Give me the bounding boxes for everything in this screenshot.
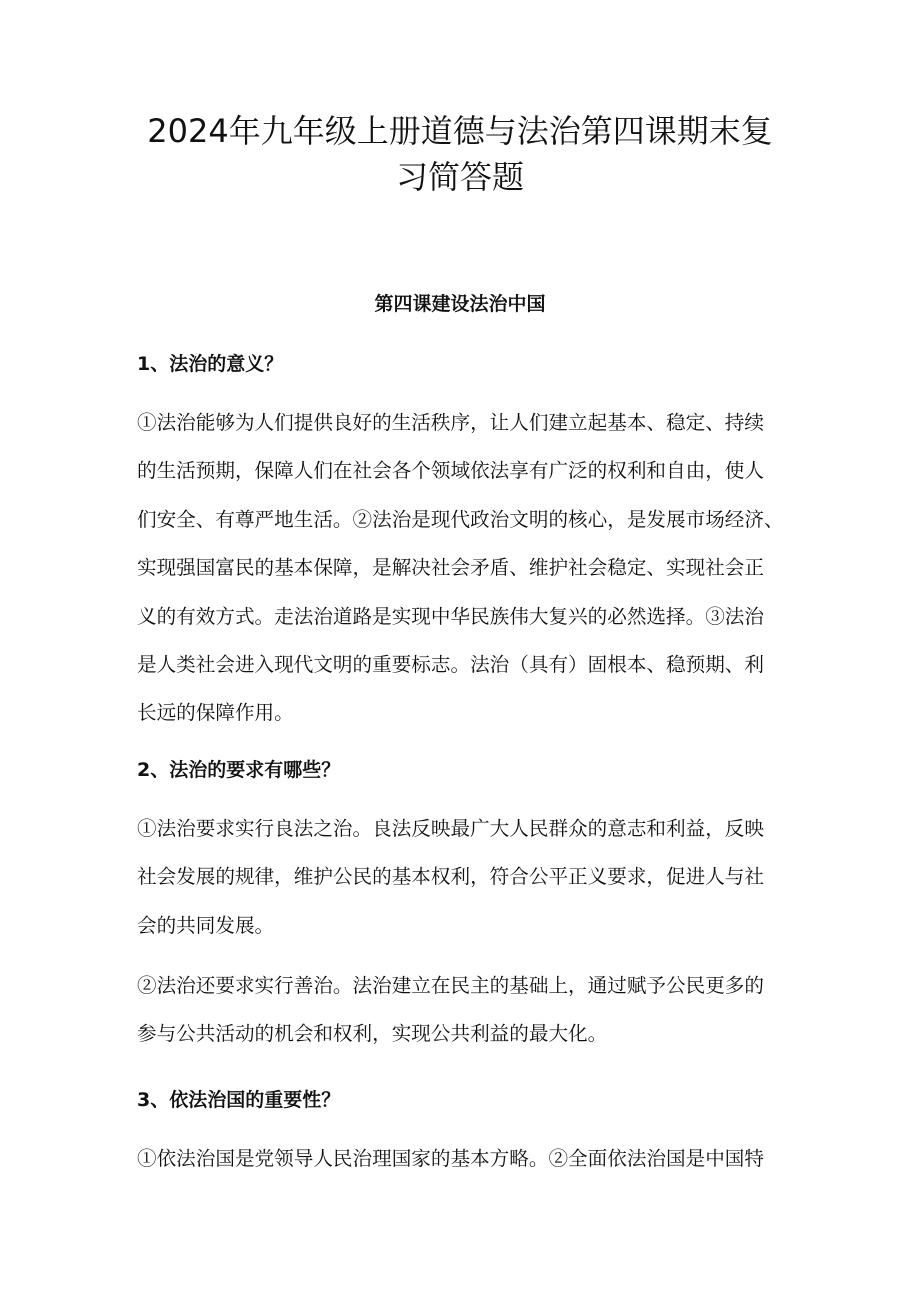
answer-paragraph bbox=[137, 1135, 787, 1183]
text-line: ①法治能够为人们提供良好的生活秩序，让人们建立起基本、稳定、持续 bbox=[137, 411, 764, 434]
title-line: 习简答题 bbox=[395, 158, 524, 196]
text-line: 社会发展的规律，维护公民的基本权利，符合公平正义要求，促进人与社 bbox=[137, 865, 764, 889]
question-heading: 2、法治的要求有哪些？ bbox=[137, 759, 341, 781]
text-line: ②法治还要求实行善治。法治建立在民主的基础上，通过赋予公民更多的 bbox=[137, 974, 764, 997]
answer-paragraph bbox=[137, 399, 787, 738]
text-line: 是人类社会进入现代文明的重要标志。法治（具有）固根本、稳预期、利 bbox=[137, 653, 764, 677]
section-heading: 第四课建设法治中国 bbox=[374, 293, 546, 315]
title-line: 2024年九年级上册道德与法治第四课期末复 bbox=[147, 112, 773, 150]
text-line: 的生活预期，保障人们在社会各个领域依法享有广泛的权利和自由，使人 bbox=[137, 459, 764, 483]
text-line: 长远的保障作用。 bbox=[137, 701, 294, 725]
text-line: 义的有效方式。走法治道路是实现中华民族伟大复兴的必然选择。③法治 bbox=[137, 604, 764, 628]
text-line: 实现强国富民的基本保障，是解决社会矛盾、维护社会稳定、实现社会正 bbox=[137, 556, 764, 580]
text-line: 参与公共活动的机会和权利，实现公共利益的最大化。 bbox=[137, 1022, 608, 1046]
question-heading: 3、依法治国的重要性？ bbox=[137, 1089, 341, 1111]
text-line: 会的共同发展。 bbox=[137, 913, 275, 937]
answer-paragraph bbox=[137, 805, 787, 950]
question-heading: 1、法治的意义？ bbox=[137, 353, 284, 375]
answer-paragraph bbox=[137, 962, 787, 1059]
document-title bbox=[100, 108, 820, 200]
text-line: ①依法治国是党领导人民治理国家的基本方略。②全面依法治国是中国特 bbox=[137, 1147, 764, 1170]
text-line: ①法治要求实行良法之治。良法反映最广大人民群众的意志和利益，反映 bbox=[137, 817, 764, 840]
text-line: 们安全、有尊严地生活。②法治是现代政治文明的核心，是发展市场经济、 bbox=[137, 507, 784, 531]
